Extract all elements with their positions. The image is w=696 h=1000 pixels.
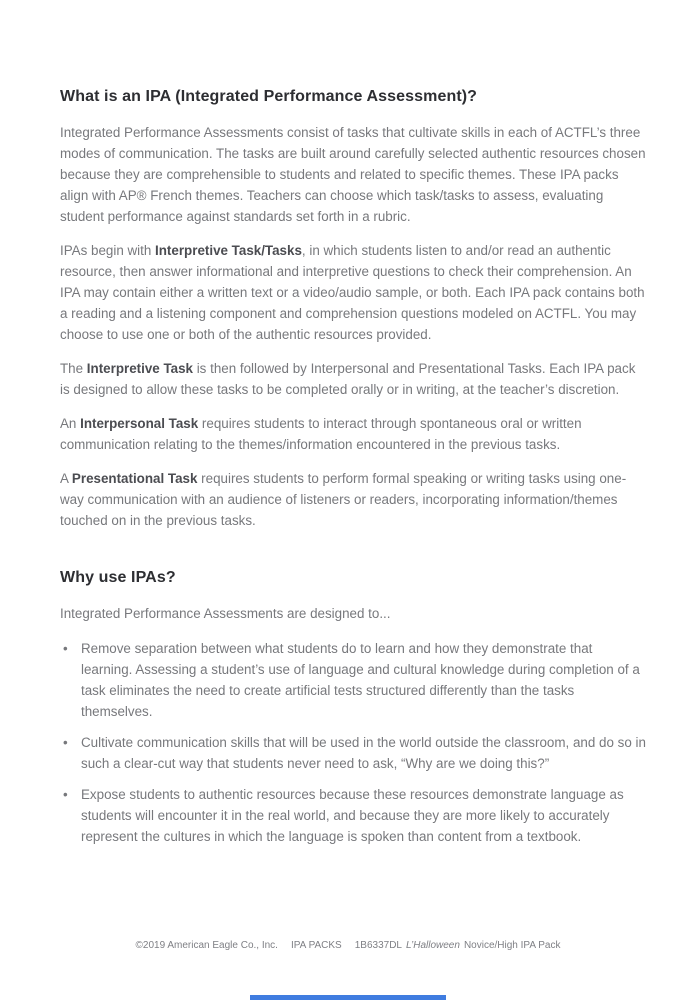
section-why-use-ipas [60, 567, 646, 847]
paragraph-text: requires students to interact through spontaneous oral or written communication relating to the themes/information encountered in the previous tasks. [60, 416, 582, 452]
footer-title: L’Halloween [406, 940, 460, 951]
bold-term: Interpretive Task/Tasks [155, 243, 302, 258]
paragraph [60, 358, 646, 400]
bullet-text: Remove separation between what students do to learn and how they demonstrate that learning. Assessing a student’s use of language and cultural knowledge during completion of a task eliminates the need to create artificial tests structured differently than the tasks themselves. [81, 641, 640, 719]
paragraph-text: A [60, 471, 72, 486]
footer-copyright: ©2019 American Eagle Co., Inc. [135, 940, 278, 951]
paragraph-text: Integrated Performance Assessments consist of tasks that cultivate skills in each of ACTFL’s three modes of communication. The tasks are built around carefully selected authentic resources chosen because they are comprehensible to students and related to specific themes. These IPA packs align with AP® French themes. Teachers can choose which task/tasks to assess, evaluating student performance against standards set forth in a rubric. [60, 125, 646, 224]
bullet-icon: • [63, 735, 68, 750]
paragraph-text: , in which students listen to and/or read an authentic resource, then answer informational and interpretive questions to check their comprehension. An IPA may contain either a written text or a video/audio sample, or both. Each IPA pack contains both a reading and a listening component and comprehension questions modeled on ACTFL. You may choose to use one or both of the authentic resources provided. [60, 243, 645, 342]
footer-descriptor: Novice/High IPA Pack [463, 940, 561, 951]
section2-intro: Integrated Performance Assessments are designed to... [60, 606, 391, 621]
bullet-icon: • [63, 787, 68, 802]
bullet-text: Cultivate communication skills that will be used in the world outside the classroom, and do so in such a clear-cut way that students never need to ask, “Why are we doing this?” [81, 735, 646, 771]
bold-term: Interpretive Task [86, 361, 193, 376]
bold-term: Presentational Task [71, 471, 198, 486]
footer-sku: 1B6337DL [354, 940, 402, 951]
bullet-item [60, 784, 646, 847]
bold-term: Interpersonal Task [80, 416, 199, 431]
section1-paragraphs [60, 122, 646, 531]
bullet-item [60, 638, 646, 722]
bottom-accent-bar [250, 995, 446, 1000]
paragraph-text: IPAs begin with [60, 243, 156, 258]
section-heading-why-use-ipas: Why use IPAs? [60, 569, 176, 586]
page-content [60, 86, 646, 857]
section-heading-what-is-ipa: What is an IPA (Integrated Performance Assessment)? [60, 88, 478, 105]
paragraph [60, 468, 646, 531]
paragraph-text: The [60, 361, 87, 376]
paragraph [60, 122, 646, 227]
page-footer [0, 939, 696, 953]
section-what-is-ipa [60, 86, 646, 531]
bullet-icon: • [63, 641, 68, 656]
paragraph-text: requires students to perform formal speaking or writing tasks using one-way communication with an audience of listeners or readers, incorporating information/themes touched on in the previous tasks. [60, 471, 627, 528]
footer-brand: IPA PACKS [290, 940, 342, 951]
paragraph [60, 413, 646, 455]
bullet-text: Expose students to authentic resources because these resources demonstrate language as students will encounter it in the real world, and because they are more likely to accurately represent the cultures in which the language is spoken than content from a textbook. [81, 787, 624, 844]
section2-bullet-list [60, 638, 646, 847]
paragraph-text: is then followed by Interpersonal and Presentational Tasks. Each IPA pack is designed to allow these tasks to be completed orally or in writing, at the teacher’s discretion. [60, 361, 636, 397]
paragraph-text: An [60, 416, 81, 431]
bullet-item [60, 732, 646, 774]
paragraph [60, 240, 646, 345]
